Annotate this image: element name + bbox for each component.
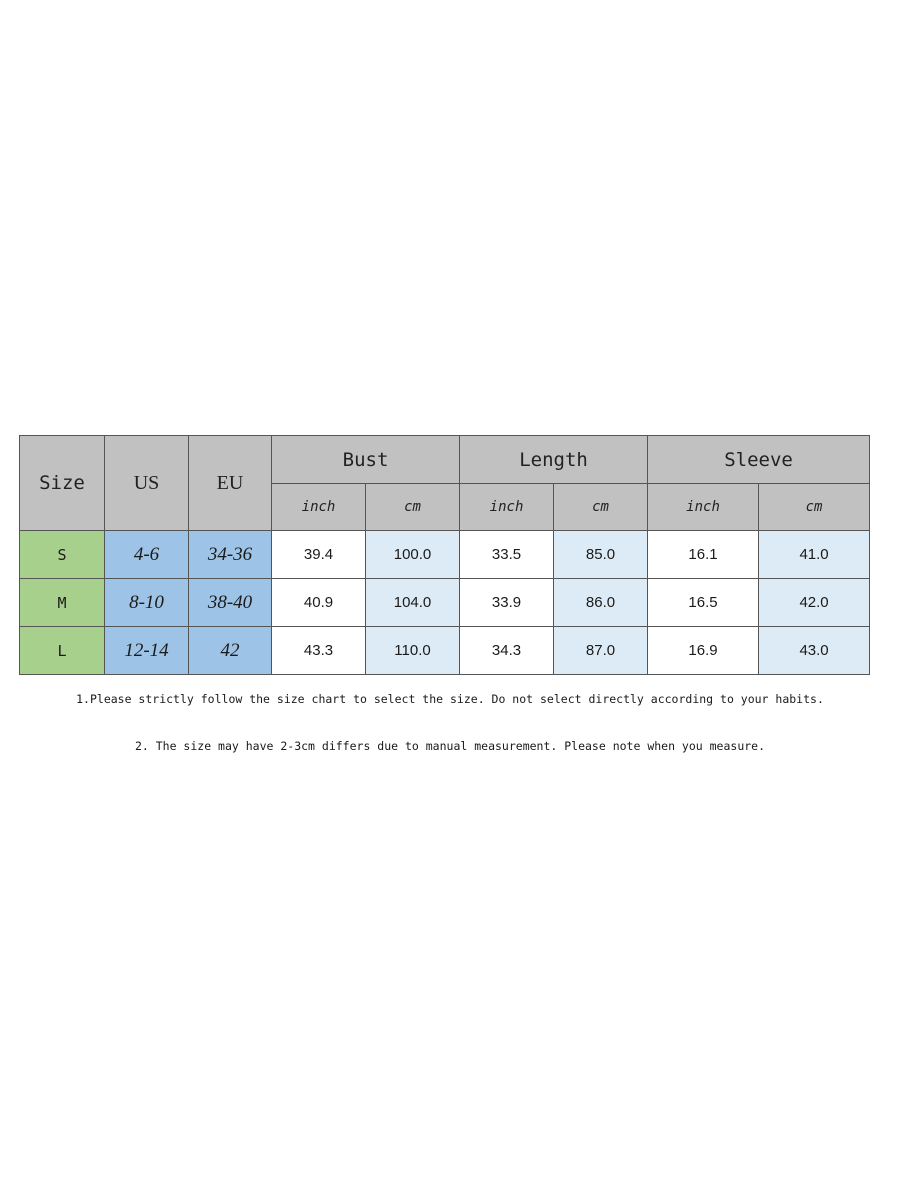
bust-inch-cell: 39.4 bbox=[272, 531, 366, 579]
size-cell: S bbox=[20, 531, 105, 579]
bust-header: Bust bbox=[272, 436, 460, 484]
bust-cm-header: cm bbox=[366, 484, 460, 531]
sleeve-cm-cell: 42.0 bbox=[759, 579, 870, 627]
length-cm-header: cm bbox=[554, 484, 648, 531]
bust-inch-cell: 43.3 bbox=[272, 627, 366, 675]
eu-size-cell: 34-36 bbox=[189, 531, 272, 579]
length-cm-cell: 87.0 bbox=[554, 627, 648, 675]
eu-size-cell: 38-40 bbox=[189, 579, 272, 627]
bust-cm-cell: 110.0 bbox=[366, 627, 460, 675]
length-inch-cell: 34.3 bbox=[460, 627, 554, 675]
us-size-cell: 8-10 bbox=[105, 579, 189, 627]
size-note-1: 1.Please strictly follow the size chart to select the size. Do not select directly according to your habits. bbox=[76, 692, 824, 706]
size-chart-table bbox=[19, 435, 870, 675]
eu-header: EU bbox=[189, 436, 272, 531]
table-row-m bbox=[20, 579, 870, 627]
size-cell: L bbox=[20, 627, 105, 675]
sleeve-cm-cell: 43.0 bbox=[759, 627, 870, 675]
length-cm-cell: 85.0 bbox=[554, 531, 648, 579]
sleeve-inch-cell: 16.9 bbox=[648, 627, 759, 675]
length-inch-cell: 33.9 bbox=[460, 579, 554, 627]
bust-cm-cell: 104.0 bbox=[366, 579, 460, 627]
sleeve-inch-header: inch bbox=[648, 484, 759, 531]
bust-inch-header: inch bbox=[272, 484, 366, 531]
size-header: Size bbox=[20, 436, 105, 531]
size-note-2: 2. The size may have 2-3cm differs due to manual measurement. Please note when you measure. bbox=[134, 739, 766, 753]
length-cm-cell: 86.0 bbox=[554, 579, 648, 627]
sleeve-inch-cell: 16.1 bbox=[648, 531, 759, 579]
us-size-cell: 12-14 bbox=[105, 627, 189, 675]
header-row bbox=[20, 436, 870, 484]
us-header: US bbox=[105, 436, 189, 531]
us-size-cell: 4-6 bbox=[105, 531, 189, 579]
sleeve-header: Sleeve bbox=[648, 436, 870, 484]
length-header: Length bbox=[460, 436, 648, 484]
bust-inch-cell: 40.9 bbox=[272, 579, 366, 627]
sleeve-inch-cell: 16.5 bbox=[648, 579, 759, 627]
eu-size-cell: 42 bbox=[189, 627, 272, 675]
sleeve-cm-cell: 41.0 bbox=[759, 531, 870, 579]
size-cell: M bbox=[20, 579, 105, 627]
length-inch-header: inch bbox=[460, 484, 554, 531]
length-inch-cell: 33.5 bbox=[460, 531, 554, 579]
table-row-l bbox=[20, 627, 870, 675]
bust-cm-cell: 100.0 bbox=[366, 531, 460, 579]
sleeve-cm-header: cm bbox=[759, 484, 870, 531]
table-row-s bbox=[20, 531, 870, 579]
